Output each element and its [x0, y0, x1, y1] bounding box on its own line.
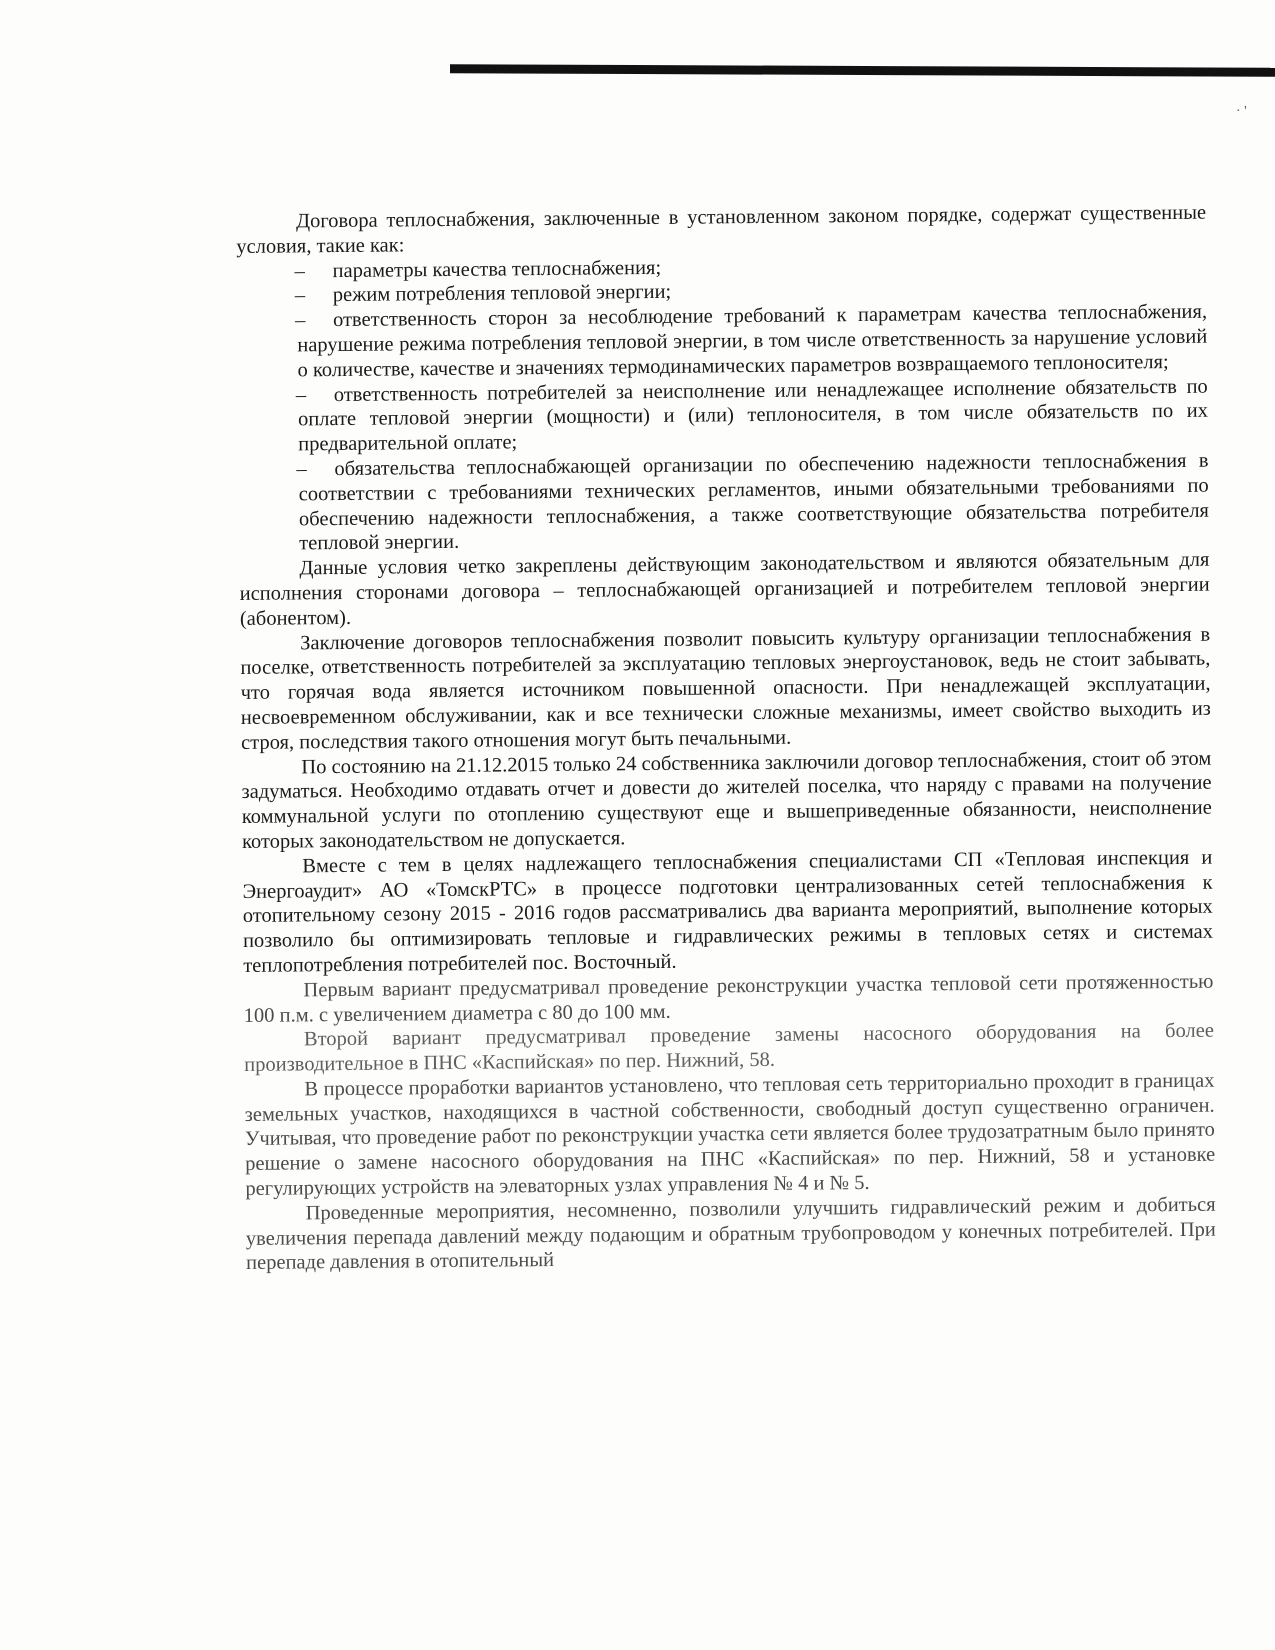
list-item-responsibility-consumers: [238, 374, 1209, 458]
paragraph-text: Вместе с тем в целях надлежащего теплоснабжения специалистами СП «Тепловая инспекция и Энергоаудит» АО «ТомскРТС» в процессе подготовки централизованных сетей теплоснабжения к отопительному сезону 2015 - 2016 годов рассматривались два варианта мероприятий, выполнение которых позволило бы оптимизировать тепловые и гидравлических режимы в тепловых сетях и системах теплопотребления потребителей пос. Восточный.: [242, 846, 1214, 977]
dash-marker: –: [294, 259, 305, 283]
paragraph-text: Договора теплоснабжения, заключенные в установленном законом порядке, содержат существенные условия, такие как:: [236, 201, 1207, 258]
list-item-text: ответственность сторон за несоблюдение требований к параметрам качества теплоснабжения, нарушение режима потребления тепловой энергии, в том числе ответственность за нарушение условий о количестве, качестве и значениях термодинамических параметров возвращаемого теплоносителя;: [297, 300, 1208, 382]
dash-marker: –: [294, 284, 306, 307]
paragraph-decision: [244, 1069, 1215, 1202]
list-item-text: параметры качества теплоснабжения;: [332, 256, 662, 282]
list-item-text: ответственность потребителей за неисполнение или ненадлежащее исполнение обязательств по оплате тепловой энергии (мощности) и (или) теплоносителя, в том числе обязательств по их предварительной оплате;: [297, 375, 1209, 456]
paragraph-text: По состоянию на 21.12.2015 только 24 собственника заключили договор теплоснабжения, стоит об этом задуматься. Необходимо отдавать отчет и довести до жителей поселка, что наряду с правами на получение коммунальной услуги по отоплению существуют еще и вышеприведенные обязанности, неисполнение которых законодательством не допускается.: [241, 747, 1212, 853]
paragraph-measures: [242, 845, 1213, 978]
list-item-text: обязательства теплоснабжающей организации по обеспечению надежности теплоснабжения в соответствии с требованиями технических регламентов, иными обязательными требованиями по обеспечению надежности теплоснабжения, а также соответствующие обязательства потребителя тепловой энергии.: [298, 449, 1210, 555]
dash-marker: –: [296, 458, 307, 481]
paragraph-conclusion: [240, 622, 1211, 755]
list-item-text: режим потребления тепловой энергии;: [332, 281, 672, 307]
paragraph-text: Второй вариант предусматривал проведение замены насосного оборудования на более производительное в ПНС «Каспийская» по пер. Нижний, 58.: [244, 1019, 1215, 1077]
paragraph-text: Первым вариант предусматривал проведение реконструкции участка тепловой сети протяженностью 100 п.м. с увеличением диаметра с 80 до 100 мм.: [243, 970, 1214, 1027]
top-scan-edge-line: [450, 64, 1275, 77]
paragraph-text: В процессе проработки вариантов установлено, что тепловая сеть территориально проходит в границах земельных участков, находящихся в частной собственности, свободный доступ существенно ограничен. Учитывая, что проведение работ по реконструкции участка сети является более трудозатратным было принято решение о замене насосного оборудования на ПНС «Каспийская» по пер. Нижний, 58 и установке регулирующих устройств на элеваторных узлах управления № 4 и № 5.: [244, 1069, 1216, 1201]
paragraph-text: Данные условия четко закреплены действующим законодательством и являются обязательным для исполнения сторонами договора – теплоснабжающей организацией и потребителем тепловой энергии (абонентом).: [239, 548, 1210, 630]
corner-mark: · ': [1236, 104, 1247, 119]
dash-marker: –: [295, 383, 307, 407]
list-item-obligations: [238, 449, 1209, 557]
list-item-responsibility-parties: [237, 300, 1208, 384]
paragraph-status: [241, 746, 1212, 854]
dash-marker: –: [294, 309, 306, 332]
document-body: [236, 201, 1216, 1277]
paragraph-conditions: [239, 548, 1210, 632]
paragraph-text: Проведенные мероприятия, несомненно, позволили улучшить гидравлический режим и добиться увеличения перепада давлений между подающим и обратным трубопроводом у конечных потребителей. При перепаде давления в отопительный: [245, 1193, 1216, 1275]
paragraph-text: Заключение договоров теплоснабжения позволит повысить культуру организации теплоснабжения в поселке, ответственность потребителей за эксплуатацию тепловых энергоустановок, ведь не стоит забывать, что горячая вода является источником повышенной опасности. При ненадлежащей эксплуатации, несвоевременном обслуживании, как и все технически сложные механизмы, имеет свойство выходить из строя, последствия такого отношения могут быть печальными.: [240, 623, 1211, 754]
paragraph-results: [246, 1193, 1217, 1277]
